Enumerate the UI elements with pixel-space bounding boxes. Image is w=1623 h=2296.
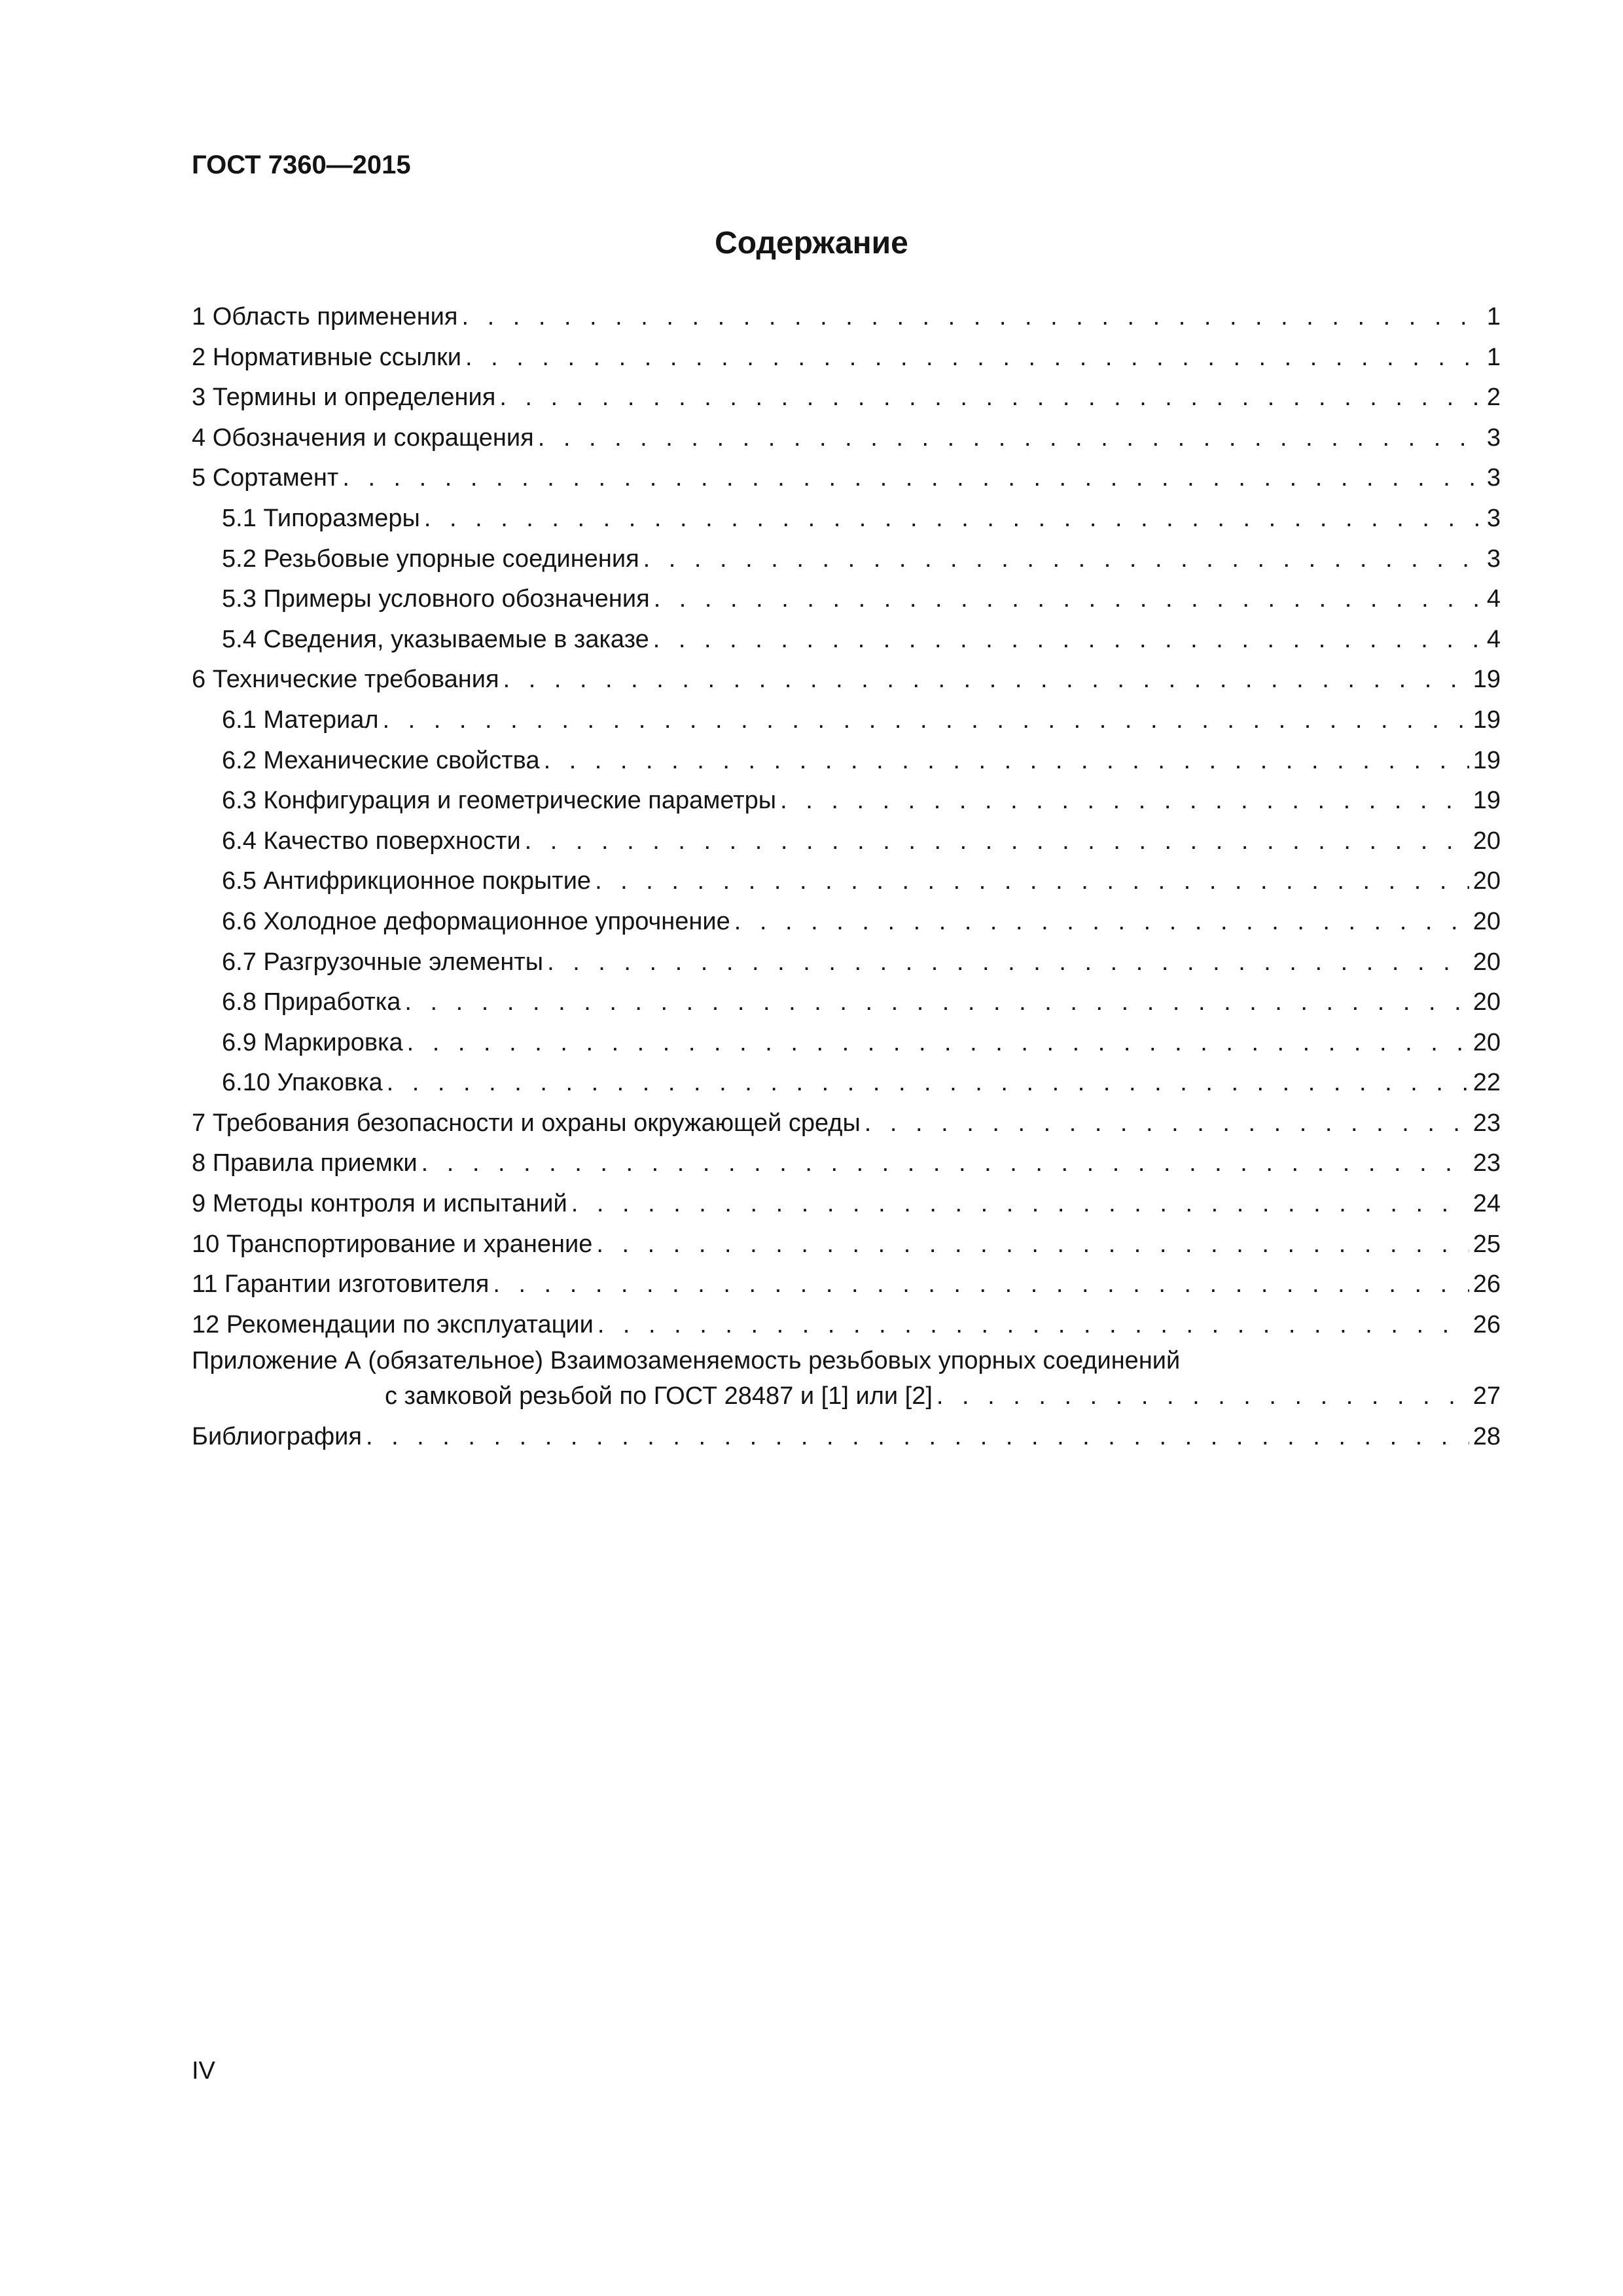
toc-entry-title: 7 Требования безопасности и охраны окружающей среды [192, 1109, 861, 1137]
toc-page-number: 26 [1472, 1310, 1501, 1338]
toc-entry-title: 10 Транспортирование и хранение [192, 1230, 593, 1258]
dot-leader [538, 418, 1483, 459]
toc-entry[interactable] [192, 458, 1501, 499]
toc-entry[interactable] [192, 1305, 1501, 1346]
toc-page-number: 23 [1472, 1109, 1501, 1137]
toc-annex-entry[interactable] [192, 1345, 1501, 1417]
toc-subentry[interactable] [192, 821, 1501, 862]
toc-entry-title: 12 Рекомендации по эксплуатации [192, 1310, 594, 1338]
toc-subentry[interactable] [192, 781, 1501, 821]
toc-subentry[interactable] [192, 982, 1501, 1023]
dot-leader [571, 1184, 1469, 1225]
toc-annex-subtitle: с замковой резьбой по ГОСТ 28487 и [1] или [2] [385, 1382, 933, 1410]
dot-leader [654, 579, 1483, 620]
toc-page-number: 20 [1472, 948, 1501, 976]
toc-page-number: 24 [1472, 1190, 1501, 1218]
toc-subentry[interactable] [192, 1063, 1501, 1103]
toc-subentry[interactable] [192, 539, 1501, 580]
toc-entry-title: 6.3 Конфигурация и геометрические параметры [222, 787, 777, 815]
dot-leader [936, 1376, 1469, 1417]
dot-leader [547, 942, 1469, 983]
toc-entry-title: 5 Сортамент [192, 464, 339, 492]
toc-page-number: 20 [1472, 1028, 1501, 1056]
toc-page-number: 19 [1472, 666, 1501, 694]
toc-page-number: 22 [1472, 1069, 1501, 1097]
toc-entry[interactable] [192, 1184, 1501, 1225]
toc-entry-title: 3 Термины и определения [192, 384, 496, 412]
toc-entry-title: 5.1 Типоразмеры [222, 504, 420, 532]
dot-leader [499, 378, 1483, 418]
toc-subentry[interactable] [192, 861, 1501, 902]
dot-leader [421, 1143, 1469, 1184]
toc-page-number: 19 [1472, 787, 1501, 815]
toc-entry[interactable] [192, 1265, 1501, 1305]
toc-entry-title: 2 Нормативные ссылки [192, 343, 461, 371]
dot-leader [404, 982, 1469, 1023]
toc-bibliography-entry[interactable] [192, 1417, 1501, 1458]
dot-leader [525, 821, 1469, 862]
toc-subentry[interactable] [192, 741, 1501, 781]
toc-entry-title: 6.10 Упаковка [222, 1069, 383, 1097]
toc-page-number: 20 [1472, 907, 1501, 935]
toc-entry-title: 5.3 Примеры условного обозначения [222, 585, 650, 613]
toc-subentry[interactable] [192, 499, 1501, 539]
toc-entry-title: 11 Гарантии изготовителя [192, 1270, 490, 1299]
toc-annex-title: Приложение А (обязательное) Взаимозаменяемость резьбовых упорных соединений [192, 1347, 1181, 1375]
toc-entry[interactable] [192, 1225, 1501, 1265]
dot-leader [597, 1305, 1469, 1346]
dot-leader [493, 1265, 1469, 1305]
toc-subentry[interactable] [192, 620, 1501, 660]
dot-leader [503, 660, 1469, 700]
toc-page-number: 4 [1486, 625, 1501, 653]
dot-leader [424, 499, 1483, 539]
toc-entry-title: 6.2 Механические свойства [222, 746, 540, 774]
toc-entry-title: 6.5 Антифрикционное покрытие [222, 867, 592, 895]
toc-entry-title: Библиография [192, 1423, 362, 1451]
toc-entry[interactable] [192, 297, 1501, 338]
dot-leader [643, 539, 1483, 580]
toc-entry-title: 4 Обозначения и сокращения [192, 423, 534, 452]
toc-entry[interactable] [192, 1103, 1501, 1144]
dot-leader [366, 1417, 1469, 1458]
toc-entry-title: 6.4 Качество поверхности [222, 827, 521, 855]
toc-page-number: 4 [1486, 585, 1501, 613]
toc-entry-title: 1 Область применения [192, 303, 458, 331]
dot-leader [595, 861, 1469, 902]
toc-subentry[interactable] [192, 1023, 1501, 1064]
toc-page-number: 20 [1472, 827, 1501, 855]
toc-subentry[interactable] [192, 942, 1501, 983]
toc-page-number: 3 [1486, 423, 1501, 452]
toc-entry-title: 5.2 Резьбовые упорные соединения [222, 545, 639, 573]
toc-page-number: 1 [1486, 303, 1501, 331]
toc-subentry[interactable] [192, 902, 1501, 942]
toc-page-number: 19 [1472, 706, 1501, 734]
toc-entry[interactable] [192, 378, 1501, 418]
toc-subentry[interactable] [192, 579, 1501, 620]
toc-page-number: 28 [1472, 1423, 1501, 1451]
dot-leader [780, 781, 1469, 821]
dot-leader [734, 902, 1469, 942]
dot-leader [387, 1063, 1469, 1103]
toc-page-number: 2 [1486, 384, 1501, 412]
dot-leader [407, 1023, 1469, 1064]
toc-title: Содержание [715, 226, 908, 260]
dot-leader [342, 458, 1483, 499]
dot-leader [865, 1103, 1469, 1144]
toc-entry-title: 9 Методы контроля и испытаний [192, 1190, 567, 1218]
dot-leader [596, 1225, 1469, 1265]
toc-page-number: 20 [1472, 867, 1501, 895]
toc-page-number: 23 [1472, 1149, 1501, 1177]
toc-page-number: 3 [1486, 545, 1501, 573]
toc-entry[interactable] [192, 338, 1501, 378]
toc-page-number: 3 [1486, 464, 1501, 492]
dot-leader [383, 700, 1469, 741]
toc-entry-title: 5.4 Сведения, указываемые в заказе [222, 625, 649, 653]
toc-entry-title: 6.6 Холодное деформационное упрочнение [222, 907, 730, 935]
page-number: IV [192, 2057, 215, 2085]
toc-page-number: 27 [1472, 1382, 1501, 1410]
table-of-contents [192, 297, 1501, 1458]
toc-page-number: 25 [1472, 1230, 1501, 1258]
dot-leader [544, 741, 1469, 781]
toc-page-number: 19 [1472, 746, 1501, 774]
toc-entry-title: 6.8 Приработка [222, 988, 401, 1016]
toc-entry-title: 8 Правила приемки [192, 1149, 418, 1177]
toc-page-number: 20 [1472, 988, 1501, 1016]
toc-entry[interactable] [192, 418, 1501, 459]
toc-page-number: 3 [1486, 504, 1501, 532]
dot-leader [653, 620, 1483, 660]
toc-entry[interactable] [192, 660, 1501, 700]
toc-entry[interactable] [192, 1143, 1501, 1184]
toc-entry-title: 6 Технические требования [192, 666, 499, 694]
toc-entry-title: 6.1 Материал [222, 706, 379, 734]
dot-leader [465, 338, 1483, 378]
toc-page-number: 1 [1486, 343, 1501, 371]
toc-annex-continuation [192, 1376, 1501, 1417]
toc-page-number: 26 [1472, 1270, 1501, 1299]
toc-entry-title: 6.9 Маркировка [222, 1028, 403, 1056]
dot-leader [461, 297, 1482, 338]
toc-entry-title: 6.7 Разгрузочные элементы [222, 948, 544, 976]
toc-subentry[interactable] [192, 700, 1501, 741]
document-header: ГОСТ 7360—2015 [192, 151, 411, 179]
